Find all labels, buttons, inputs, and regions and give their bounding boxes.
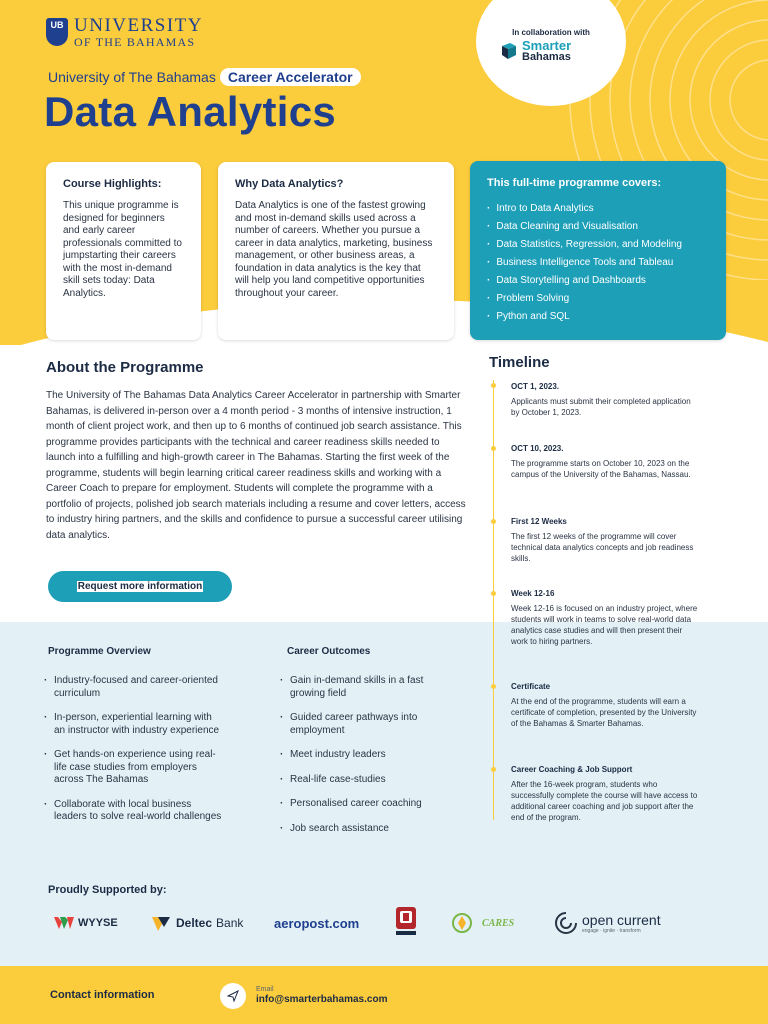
timeline-item-desc: The programme starts on October 10, 2023 on the campus of the University of the Bahamas, Nassau. (511, 459, 691, 479)
list-item: · Gain in-demand skills in a fast growing field (280, 675, 460, 700)
timeline-dot (491, 684, 496, 689)
partner-name-sub: Bahamas (522, 51, 571, 64)
timeline-dot (491, 383, 496, 388)
university-logo (46, 16, 203, 48)
timeline-item-desc: At the end of the programme, students will earn a certificate of completion, presented by the University of the Bahamas & Smarter Bahamas. (511, 697, 697, 728)
list-item: · Python and SQL (487, 307, 709, 325)
card-body: This unique programme is designed for beginners and early career professionals committed to jumpstarting their careers with the most in-demand skill sets today: Data Analytics. (63, 200, 182, 299)
list-item: · Industry-focused and career-oriented curriculum (44, 675, 224, 700)
timeline-item (511, 682, 701, 729)
sponsor-crest-logo (394, 906, 418, 936)
list-item: · Data Storytelling and Dashboards (487, 271, 709, 289)
request-info-label: Request more information (77, 581, 203, 592)
list-item: · Data Statistics, Regression, and Modeling (487, 235, 709, 253)
request-info-button[interactable] (48, 571, 232, 602)
timeline-item-title: First 12 Weeks (511, 517, 567, 526)
wyyse-mark-icon (54, 916, 74, 930)
timeline-dot (491, 767, 496, 772)
timeline-item-title: Career Coaching & Job Support (511, 765, 633, 774)
timeline-item (511, 444, 701, 480)
list-item: · Problem Solving (487, 289, 709, 307)
timeline-item (511, 589, 701, 647)
open-current-logo (554, 908, 661, 938)
timeline-item-desc: Week 12-16 is focused on an industry project, where students will work in teams to solve real-world data analytics case studies and will then present their work to hiring partners. (511, 604, 698, 646)
cares-mark-icon (452, 912, 478, 934)
open-current-tagline: engage · ignite · transform (582, 927, 641, 934)
timeline-item-title: Certificate (511, 682, 551, 691)
timeline-item-title: OCT 10, 2023. (511, 444, 564, 453)
timeline-dot (491, 591, 496, 596)
deltec-mark-icon (152, 915, 172, 931)
timeline-item-desc: After the 16-week program, students who successfully complete the course will have access to additional career coaching and job support after the end of the program. (511, 780, 698, 822)
deltec-bank-logo (152, 908, 243, 938)
email-label: Email (256, 986, 274, 993)
university-name-sub: OF THE BAHAMAS (74, 35, 196, 49)
card-body: Data Analytics is one of the fastest growing and most in-demand skills used across a number of careers. Whether you pursue a career in data analytics, marketing, business management, or other business areas, a foundation in data analytics is the key that will help you land competitive opportunities throughout your career. (235, 200, 433, 299)
timeline-item (511, 765, 701, 823)
deltec-bank-text: Bank (216, 916, 244, 930)
supporters-heading: Proudly Supported by: (48, 884, 167, 896)
partner-name: Smarter (522, 38, 572, 53)
crest-icon (394, 905, 418, 937)
programme-covers-card (470, 161, 726, 340)
deltec-text: Deltec (176, 916, 213, 930)
timeline-heading: Timeline (489, 354, 550, 371)
university-name: UNIVERSITY (74, 15, 203, 36)
list-item: · Get hands-on experience using real-life case studies from employers across The Bahamas (44, 749, 224, 787)
page-title: Data Analytics (44, 88, 337, 135)
card-heading: Why Data Analytics? (235, 178, 344, 190)
list-item: · Personalised career coaching (280, 798, 460, 811)
wyyse-logo (54, 908, 118, 938)
timeline-dot (491, 446, 496, 451)
open-current-text: open current (582, 911, 661, 928)
cares-text: CARES (482, 917, 515, 929)
list-item: · Real-life case-studies (280, 774, 460, 787)
smarter-bahamas-logo (500, 40, 571, 63)
timeline-item (511, 382, 701, 418)
cares-logo (452, 908, 514, 938)
contact-heading: Contact information (50, 989, 155, 1001)
timeline-item-title: OCT 1, 2023. (511, 382, 560, 391)
list-item: · Meet industry leaders (280, 749, 460, 762)
list-item: · Guided career pathways into employment (280, 712, 460, 737)
card-heading: Course Highlights: (63, 178, 162, 190)
about-heading: About the Programme (46, 359, 204, 376)
why-data-analytics-card (218, 162, 454, 340)
page-subtitle (48, 68, 361, 86)
email-link[interactable]: info@smarterbahamas.com (256, 994, 388, 1005)
timeline-dot (491, 519, 496, 524)
timeline-item-desc: The first 12 weeks of the programme will cover technical data analytics concepts and job readiness skills. (511, 532, 694, 563)
list-item: · In-person, experiential learning with an instructor with industry experience (44, 712, 224, 737)
university-crest-icon: UB (46, 18, 68, 46)
timeline-item (511, 517, 701, 564)
list-item: · Intro to Data Analytics (487, 199, 709, 217)
course-highlights-card (46, 162, 201, 340)
about-body: The University of The Bahamas Data Analytics Career Accelerator in partnership with Smarter Bahamas, is delivered in-person over a 4 month period - 3 months of intensive instruction, 1 month of client project work, and then up to 6 months of continued job search assistance. This programme provides participants with the technical and career readiness skills needed to launch into a fulfilling and high-growth career in The Bahamas. Starting the first week of the programme, students will begin learning critical career readiness skills and working with a Career Coach to prepare for employment. Students will complete the programme with a portfolio of projects, polished job search materials including a resume and cover letters, access to industry hiring partners, and the skills and confidence to pursue a successful career utilising data analytics. (46, 390, 466, 541)
send-icon (220, 983, 246, 1009)
outcomes-heading: Career Outcomes (287, 646, 371, 657)
overview-list (44, 675, 224, 824)
subtitle-prefix: University of The Bahamas (48, 69, 216, 85)
timeline-item-desc: Applicants must submit their completed application by October 1, 2023. (511, 397, 691, 417)
list-item: · Data Cleaning and Visualisation (487, 217, 709, 235)
overview-heading: Programme Overview (48, 646, 151, 657)
smarter-bahamas-mark-icon (500, 42, 518, 60)
list-item: · Business Intelligence Tools and Tableau (487, 253, 709, 271)
outcomes-list (280, 675, 460, 835)
card-heading: This full-time programme covers: (487, 177, 662, 189)
open-current-mark-icon (554, 911, 578, 935)
list-item: · Job search assistance (280, 823, 460, 836)
subtitle-pill: Career Accelerator (220, 68, 361, 86)
aeropost-text: aeropost.com (274, 915, 360, 931)
collab-label: In collaboration with (512, 28, 590, 37)
wyyse-text: WYYSE (78, 917, 118, 929)
list-item: · Collaborate with local business leaders to solve real-world challenges (44, 799, 224, 824)
aeropost-logo (274, 908, 359, 938)
timeline-item-title: Week 12-16 (511, 589, 555, 598)
